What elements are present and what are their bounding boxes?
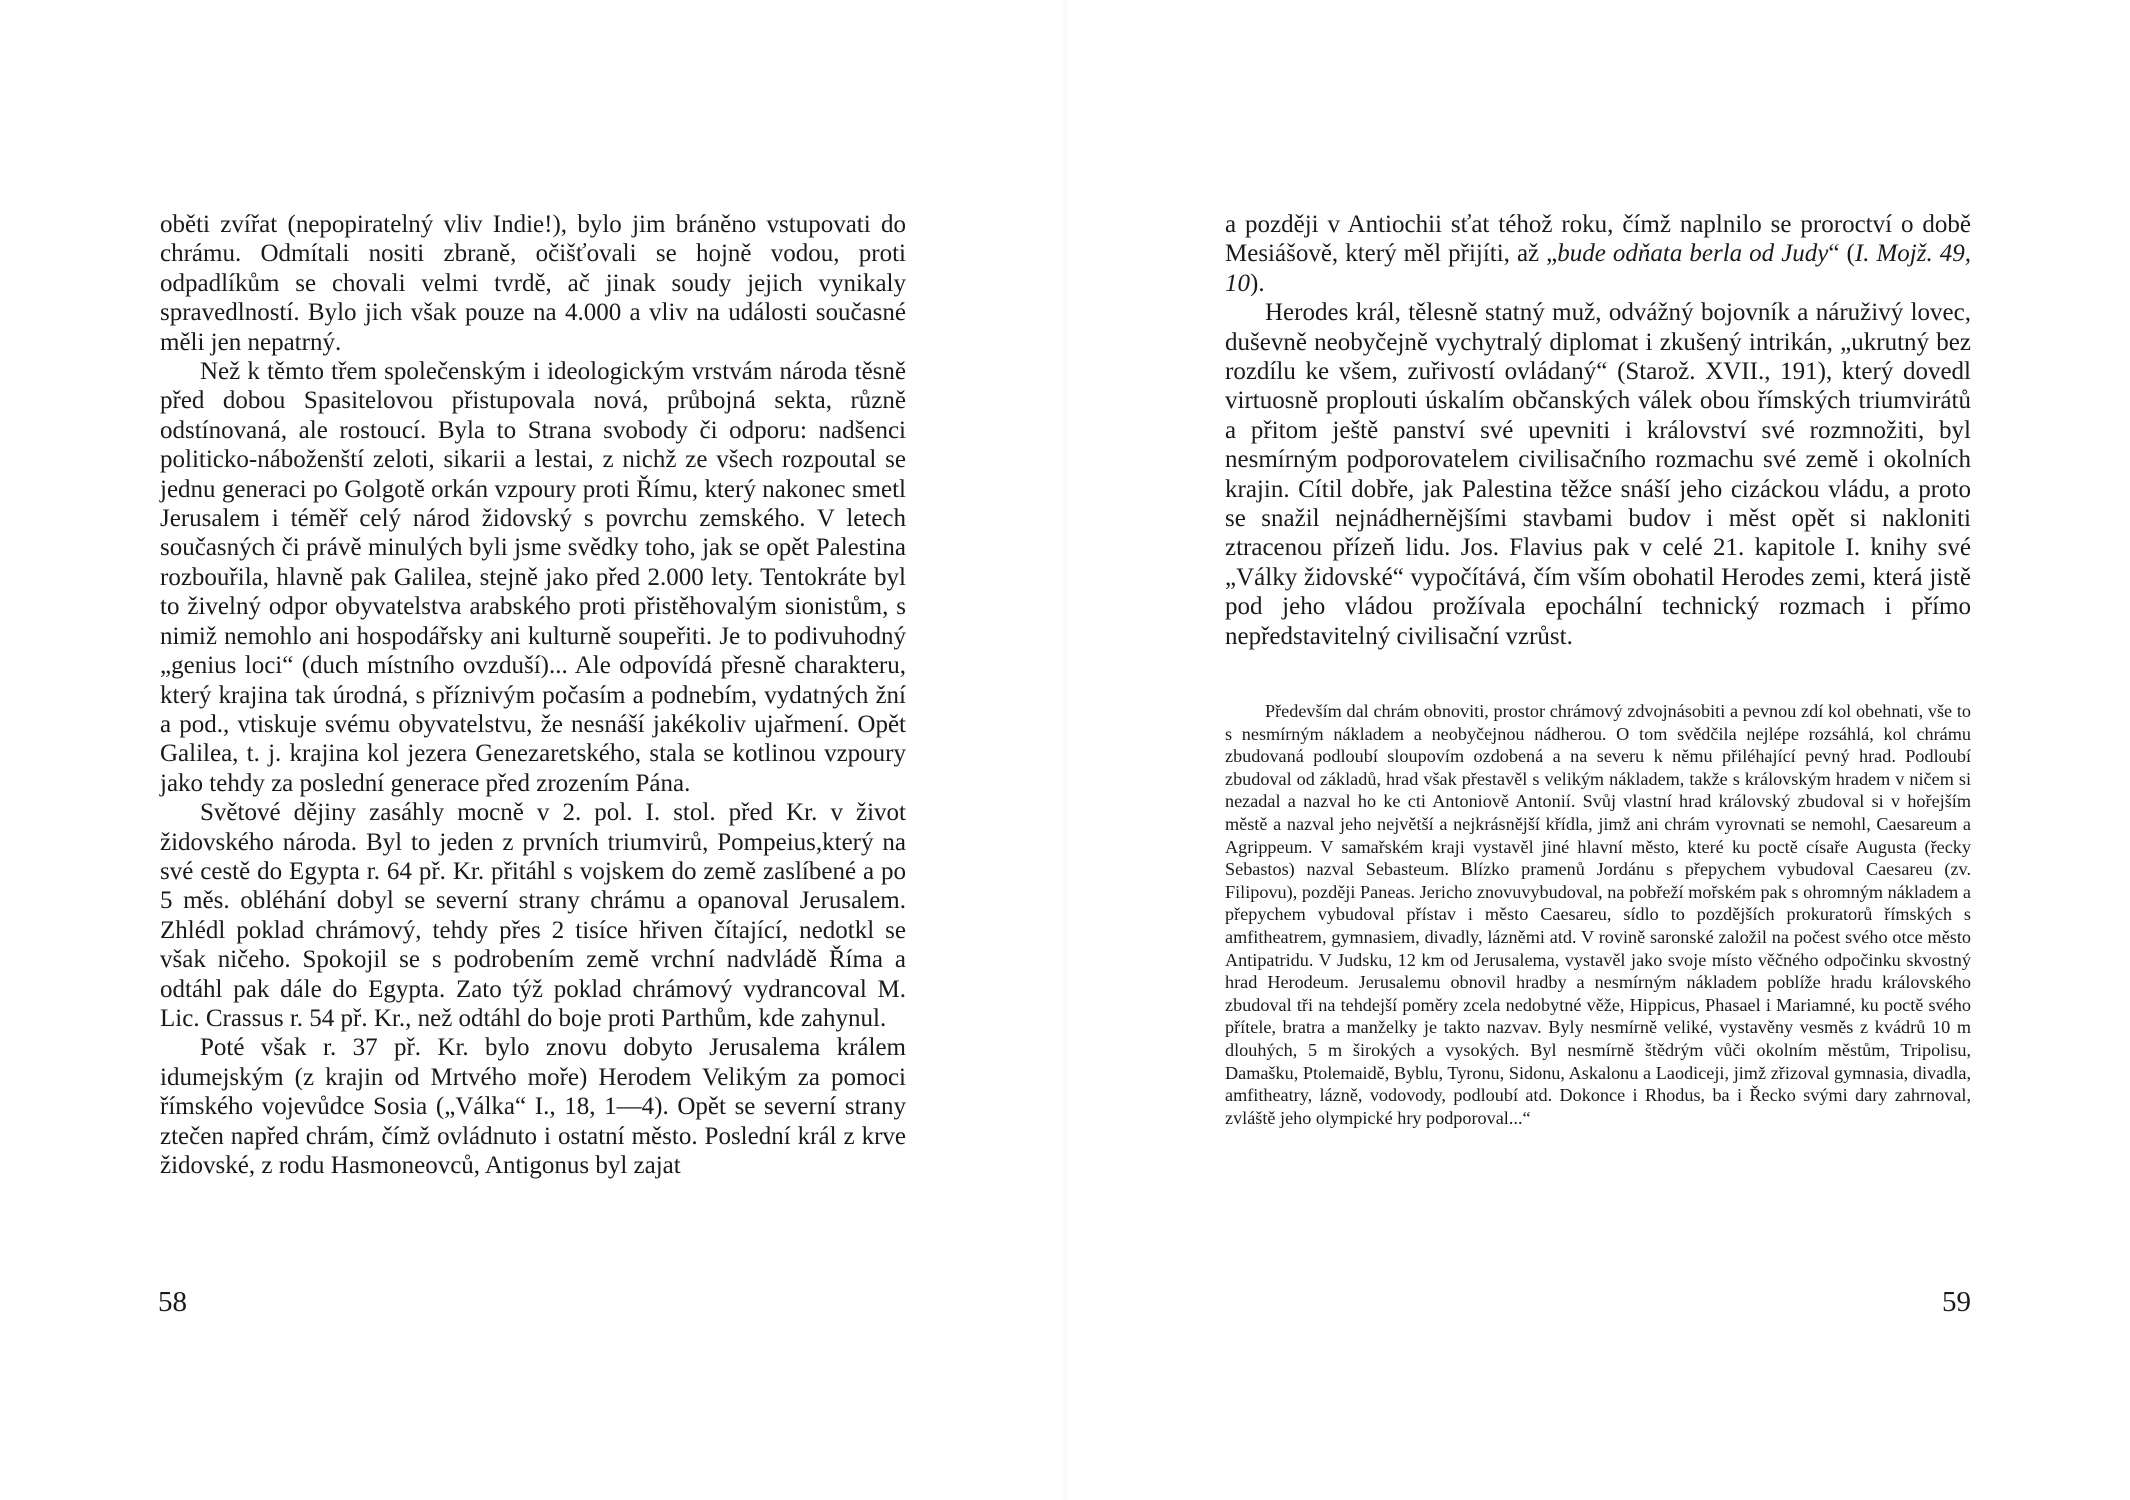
text-run: a později v Antiochii sťat téhož roku, čímž naplnilo se proroctví o době Mesiášově, který měl přijíti, až „ xyxy=(1225,211,1971,268)
quote-paragraph: Především dal chrám obnoviti, prostor chrámový zdvojnásobiti a pevnou zdí kol obehnati, vše to s nesmírným nákladem a neobyčejnou nádherou. O tom svědčila nejlépe rozsáhlá, kol chrámu zbudovaná podloubí sloupovím ozdobená a na severu k němu přiléhající pevný hrad. Podloubí zbudoval od základů, hrad však přestavěl s velikým nákladem, takže s královským hradem v ničem si nezadal a nazval ho ke cti Antoniově Antonií. Svůj vlastní hrad královský zbudoval si v hořejším městě a nazval jeho největší a nejkrásnější křídla, jimž ani chrám vyrovnati se nemohl, Caesareum a Agrippeum. V samařském kraji vystavěl jiné hlavní město, které ku poctě císaře Augusta (řecky Sebastos) nazval Sebasteum. Blízko pramenů Jordánu s přepychem vybudoval Caesareu (zv. Filipovu), později Paneas. Jericho znovuvybudoval, na pobřeží mořském pak s ohromným nákladem a přepychem vybudoval přístav i město Caesareu, sídlo to pozdějších prokuratorů římských s amfitheatrem, gymnasiem, divadly, lázněmi atd. V rovině saronské založil na počest svého otce město Antipatridu. V Judsku, 12 km od Jerusalema, vystavěl jako svoje místo věčného odpočinku skvostný hrad Herodeum. Jerusalemu obnovil hradby a nesmírným nákladem poblíže hradu královského zbudoval tři na tehdejší poměry zcela nedobytné věže, Hippicus, Phasael i Mariamné, ku poctě svého přítele, bratra a manželky je takto nazvav. Byly nesmírně veliké, vystavěny vesměs z kvádrů 10 m dlouhých, 5 m širokých a vysokých. Byl nesmírně štědrým vůči okolním městům, Tripolisu, Damašku, Ptolemaidě, Byblu, Tyronu, Sidonu, Askalonu a Laodiceji, jimž zřizoval gymnasia, divadla, amfitheatry, lázně, vodovody, podloubí atd. Dokonce i Rhodus, ba i Řecko svými dary zahrnoval, zvláště jeho olympické hry podporoval...“ xyxy=(1225,701,1971,1128)
paragraph: Než k těmto třem společenským i ideologickým vrstvám národa těsně před dobou Spasitelovou přistupovala nová, průbojná sekta, různě odstínovaná, ale rostoucí. Byla to Strana svobody či odporu: nadšenci politicko-náboženští zeloti, sikarii a lestai, z nichž ze všech rozpoutal se jednu generaci po Golgotě orkán vzpoury proti Římu, který nakonec smetl Jerusalem i téměř celý národ židovský s povrchu zemského. V letech současných či právě minulých byli jsme svědky toho, jak se opět Palestina rozbouřila, hlavně pak Galilea, stejně jako před 2.000 lety. Tentokráte byl to živelný odpor obyvatelstva arabského proti přistěhovalým sionistům, s nimiž nemohlo ani hospodářsky ani kulturně soupeřiti. Je to podivuhodný „genius loci“ (duch místního ovzduší)... Ale odpovídá přesně charakteru, který krajina tak úrodná, s příznivým počasím a podnebím, vydatných žní a pod., vtiskuje svému obyvatelstvu, že nesnáší jakékoliv ujařmení. Opět Galilea, t. j. krajina kol jezera Genezaretského, stala se kotlinou vzpoury jako tehdy za poslední generace před zrozením Pána. xyxy=(160,358,906,797)
text-run: ). xyxy=(1250,269,1265,297)
page-number-right: 59 xyxy=(1942,1286,1971,1318)
paragraph: Herodes král, tělesně statný muž, odvážný bojovník a náruživý lovec, duševně neobyčejně vychytralý diplomat i zkušený intrikán, „ukrutný bez rozdílu ke všem, zuřivostí ovládaný“ (Starož. XVII., 191), který dovedl virtuosně proplouti úskalím občanských válek obou římských triumvirátů a přitom ještě panství své upevniti i království své rozmnožiti, byl nesmírným podporovatelem civilisačního rozmachu své země i okolních krajin. Cítil dobře, jak Palestina těžce snáší jeho cizáckou vládu, a proto se snažil nejnádhernějšími stavbami budov i měst opět si nakloniti ztracenou přízeň lidu. Jos. Flavius pak v celé 21. kapitole I. knihy své „Války židovské“ vypočítává, čím vším obohatil Herodes zemi, která jistě pod jeho vládou prožívala epochální technický rozmach i přímo nepředstavitelný civilisační vzrůst. xyxy=(1225,299,1971,650)
block-quote xyxy=(1225,700,1971,1129)
paragraph: Poté však r. 37 př. Kr. bylo znovu dobyto Jerusalema králem idumejským (z krajin od Mrtvého moře) Herodem Velikým za pomoci římského vojevůdce Sosia („Válka“ I., 18, 1—4). Opět se severní strany ztečen napřed chrám, čímž ovládnuto i ostatní město. Poslední král z krve židovské, z rodu Hasmoneovců, Antigonus byl zajat xyxy=(160,1034,906,1179)
right-page xyxy=(1065,0,2130,1500)
paragraph xyxy=(1225,210,1971,298)
paragraph: Světové dějiny zasáhly mocně v 2. pol. I. stol. před Kr. v život židovského národa. Byl to jeden z prvních triumvirů, Pompeius,který na své cestě do Egypta r. 64 př. Kr. přitáhl s vojskem do země zaslíbené a po 5 měs. obléhání dobyl se severní strany chrámu a opanoval Jerusalem. Zhlédl poklad chrámový, tehdy přes 2 tisíce hřiven čítající, nedotkl se však ničeho. Spokojil se s podrobením země vrchní nadvládě Říma a odtáhl pak dále do Egypta. Zato týž poklad chrámový vydrancoval M. Lic. Crassus r. 54 př. Kr., než odtáhl do boje proti Parthům, kde zahynul. xyxy=(160,799,906,1032)
right-page-body xyxy=(1225,210,1971,651)
paragraph: oběti zvířat (nepopiratelný vliv Indie!), bylo jim bráněno vstupovati do chrámu. Odmítali nositi zbraně, očišťovali se hojně vodou, proti odpadlíkům se chovali velmi tvrdě, ač jinak soudy jejich vynikaly spravedlností. Bylo jich však pouze na 4.000 a vliv na události současné měli jen nepatrný. xyxy=(160,211,906,356)
text-run: “ ( xyxy=(1828,240,1855,268)
left-page-body xyxy=(160,210,906,1180)
biblical-quote: bude odňata berla od Judy xyxy=(1557,240,1829,268)
scripture-reference: I. Mojž. 49, 10 xyxy=(1225,240,1972,297)
page-number-left: 58 xyxy=(158,1286,187,1318)
